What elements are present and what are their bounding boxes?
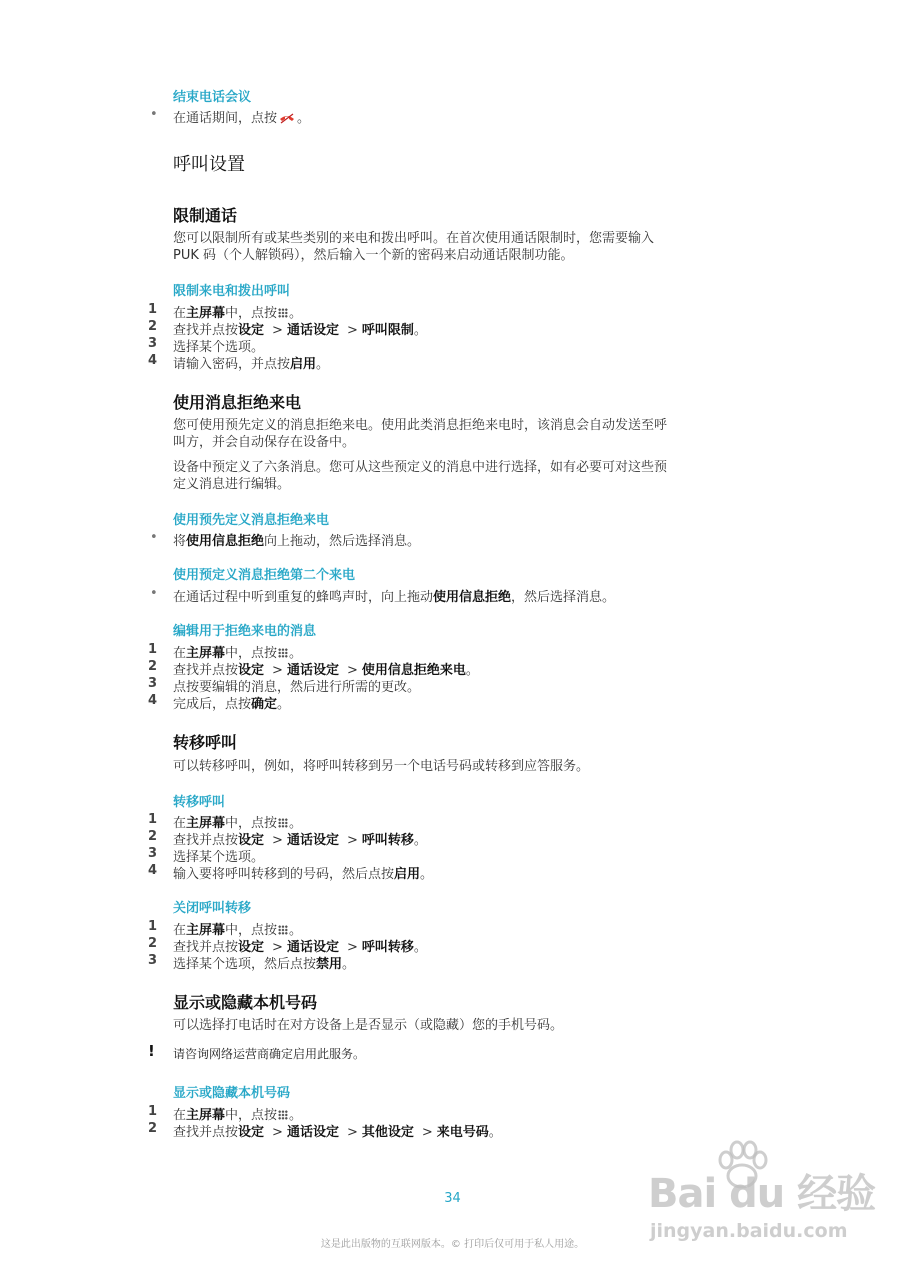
step-text: 在 <box>173 306 187 321</box>
restrict-calls-heading: 限制通话 <box>173 206 238 225</box>
step-number: 3 <box>148 953 158 968</box>
reject-sub1: 使用预先定义消息拒绝来电 <box>173 513 330 528</box>
step-number: 3 <box>148 336 158 351</box>
step-number: 4 <box>148 693 158 708</box>
breadcrumb-separator: > <box>346 663 358 678</box>
step-number: 1 <box>148 642 158 657</box>
step-text: 在 <box>173 816 187 831</box>
step-text: 请输入密码，并点按 <box>173 357 291 372</box>
reject-heading: 使用消息拒绝来电 <box>173 393 302 412</box>
step-text: 。 <box>342 957 356 972</box>
step-text: 。 <box>277 697 291 712</box>
settings-label: 设定 <box>238 1125 265 1140</box>
step-text: 完成后，点按 <box>173 697 252 712</box>
settings-label: 设定 <box>238 663 265 678</box>
step-text: 查找并点按 <box>173 323 239 338</box>
forward-heading: 转移呼叫 <box>173 733 238 752</box>
call-settings-label: 通话设定 <box>286 323 339 338</box>
step-text: 。 <box>289 306 303 321</box>
step-text: 。 <box>488 1125 502 1140</box>
settings-label: 设定 <box>238 323 265 338</box>
reject-with-message-label: 使用信息拒绝 <box>433 590 512 605</box>
caller-id-note: 请咨询网络运营商确定启用此服务。 <box>173 1047 366 1061</box>
step-number: 1 <box>148 812 158 827</box>
step-text: 输入要将呼叫转移到的号码，然后点按 <box>173 867 395 882</box>
step-number: 1 <box>148 919 158 934</box>
page-number: 34 <box>444 1191 461 1206</box>
apps-grid-icon <box>278 648 288 658</box>
step-text: 。 <box>413 833 427 848</box>
reject-sub3: 编辑用于拒绝来电的消息 <box>173 624 317 639</box>
breadcrumb-separator: > <box>346 323 358 338</box>
call-settings-label: 通话设定 <box>286 1125 339 1140</box>
call-forwarding-label: 呼叫转移 <box>361 833 414 848</box>
reject-para1-line1: 您可使用预先定义的消息拒绝来电。使用此类消息拒绝来电时，该消息会自动发送至呼 <box>173 418 668 433</box>
step-number: 2 <box>148 319 158 334</box>
step-text: 查找并点按 <box>173 1125 239 1140</box>
end-call-icon <box>278 112 296 128</box>
footer-note: 这是此出版物的互联网版本。© 打印后仅可用于私人用途。 <box>320 1239 585 1250</box>
forward-sub2: 关闭呼叫转移 <box>173 901 252 916</box>
reject-sub2: 使用预定义消息拒绝第二个来电 <box>173 568 356 583</box>
enable-label: 启用 <box>394 867 421 882</box>
caller-id-step-2 <box>173 1121 502 1140</box>
step-text: 中，点按 <box>225 306 278 321</box>
restrict-step-4 <box>173 353 329 372</box>
edit-step-3: 点按要编辑的消息，然后进行所需的更改。 <box>173 680 421 695</box>
caller-id-label: 来电号码 <box>436 1125 489 1140</box>
step-text: 。 <box>420 867 434 882</box>
breadcrumb-separator: > <box>346 1125 358 1140</box>
home-screen-label: 主屏幕 <box>186 923 226 938</box>
breadcrumb-separator: > <box>272 833 283 848</box>
step-text: 中，点按 <box>225 646 278 661</box>
step-text: 。 <box>316 357 330 372</box>
step-text: 查找并点按 <box>173 663 239 678</box>
step-number: 1 <box>148 302 158 317</box>
settings-label: 设定 <box>238 833 265 848</box>
step-text: 选择某个选项，然后点按 <box>173 957 317 972</box>
call-settings-title: 呼叫设置 <box>173 154 245 175</box>
step-number: 2 <box>148 936 158 951</box>
step-text: 。 <box>413 323 427 338</box>
step-text: 查找并点按 <box>173 940 239 955</box>
reject-bullet-2 <box>173 586 615 605</box>
step-text: 在 <box>173 923 187 938</box>
bullet-mark: • <box>150 107 158 122</box>
other-settings-label: 其他设定 <box>361 1125 414 1140</box>
step-text: 中，点按 <box>225 1108 278 1123</box>
home-screen-label: 主屏幕 <box>186 816 226 831</box>
end-conference-subheading: 结束电话会议 <box>173 90 252 105</box>
step-text: 。 <box>289 646 303 661</box>
step-number: 4 <box>148 353 158 368</box>
step-number: 3 <box>148 676 158 691</box>
enable-label: 启用 <box>290 357 317 372</box>
restrict-step-3: 选择某个选项。 <box>173 340 265 355</box>
step-text: 。 <box>289 923 303 938</box>
breadcrumb-separator: > <box>346 940 358 955</box>
bullet-text: 在通话过程中听到重复的蜂鸣声时，向上拖动 <box>173 590 434 605</box>
reject-messages-label: 使用信息拒绝来电 <box>361 663 466 678</box>
bullet-text: ，然后选择消息。 <box>511 590 616 605</box>
bullet-mark: • <box>150 586 158 601</box>
apps-grid-icon <box>278 308 288 318</box>
call-settings-label: 通话设定 <box>286 940 339 955</box>
end-conference-bullet <box>173 107 310 128</box>
breadcrumb-separator: > <box>272 940 283 955</box>
step-text: 。 <box>289 1108 303 1123</box>
step-number: 2 <box>148 829 158 844</box>
caller-id-heading: 显示或隐藏本机号码 <box>173 993 318 1012</box>
step-text: 中，点按 <box>225 923 278 938</box>
bullet-text: 向上拖动，然后选择消息。 <box>264 534 421 549</box>
warning-icon: ! <box>148 1042 155 1060</box>
call-forwarding-label: 呼叫转移 <box>361 940 414 955</box>
breadcrumb-separator: > <box>272 663 283 678</box>
disable-forward-step-3 <box>173 953 355 972</box>
step-text: 在 <box>173 646 187 661</box>
step-text: 中，点按 <box>225 816 278 831</box>
call-settings-label: 通话设定 <box>286 663 339 678</box>
step-number: 2 <box>148 1121 158 1136</box>
home-screen-label: 主屏幕 <box>186 1108 226 1123</box>
reject-para2-line2: 定义消息进行编辑。 <box>173 477 291 492</box>
disable-label: 禁用 <box>316 957 343 972</box>
breadcrumb-separator: > <box>346 833 358 848</box>
settings-label: 设定 <box>238 940 265 955</box>
home-screen-label: 主屏幕 <box>186 646 226 661</box>
watermark-url: jingyan.baidu.com <box>650 1220 848 1242</box>
call-settings-label: 通话设定 <box>286 833 339 848</box>
step-text: 。 <box>465 663 479 678</box>
forward-para: 可以转移呼叫，例如，将呼叫转移到另一个电话号码或转移到应答服务。 <box>173 759 590 774</box>
step-number: 3 <box>148 846 158 861</box>
edit-step-4 <box>173 693 290 712</box>
forward-step-3: 选择某个选项。 <box>173 850 265 865</box>
step-number: 2 <box>148 659 158 674</box>
bullet-text: 将 <box>173 534 187 549</box>
step-text: 。 <box>413 940 427 955</box>
ok-label: 确定 <box>251 697 278 712</box>
reject-para1-line2: 叫方，并会自动保存在设备中。 <box>173 435 356 450</box>
restrict-subheading: 限制来电和拨出呼叫 <box>173 284 291 299</box>
forward-step-4 <box>173 863 433 882</box>
step-text: 在 <box>173 1108 187 1123</box>
reject-with-message-label: 使用信息拒绝 <box>186 534 265 549</box>
call-barring-label: 呼叫限制 <box>361 323 414 338</box>
step-text: 查找并点按 <box>173 833 239 848</box>
apps-grid-icon <box>278 1110 288 1120</box>
step-number: 4 <box>148 863 158 878</box>
breadcrumb-separator: > <box>272 1125 283 1140</box>
bullet-tail: 。 <box>297 111 311 126</box>
home-screen-label: 主屏幕 <box>186 306 226 321</box>
bullet-mark: • <box>150 530 158 545</box>
reject-para2-line1: 设备中预定义了六条消息。您可从这些预定义的消息中进行选择，如有必要可对这些预 <box>173 460 668 475</box>
bullet-text: 在通话期间，点按 <box>173 111 278 126</box>
restrict-para-line1: 您可以限制所有或某些类别的来电和拨出呼叫。在首次使用通话限制时，您需要输入 <box>173 231 655 246</box>
reject-bullet-1 <box>173 530 420 549</box>
caller-id-para: 可以选择打电话时在对方设备上是否显示（或隐藏）您的手机号码。 <box>173 1018 564 1033</box>
forward-sub1: 转移呼叫 <box>173 795 226 810</box>
breadcrumb-separator: > <box>272 323 283 338</box>
breadcrumb-separator: > <box>421 1125 433 1140</box>
step-number: 1 <box>148 1104 158 1119</box>
watermark-logo: Bai du 经验 <box>648 1171 876 1217</box>
apps-grid-icon <box>278 925 288 935</box>
restrict-para-line2: PUK 码（个人解锁码），然后输入一个新的密码来启动通话限制功能。 <box>173 248 574 263</box>
baidu-watermark <box>640 1140 880 1265</box>
step-text: 。 <box>289 816 303 831</box>
apps-grid-icon <box>278 818 288 828</box>
caller-id-sub: 显示或隐藏本机号码 <box>173 1086 291 1101</box>
